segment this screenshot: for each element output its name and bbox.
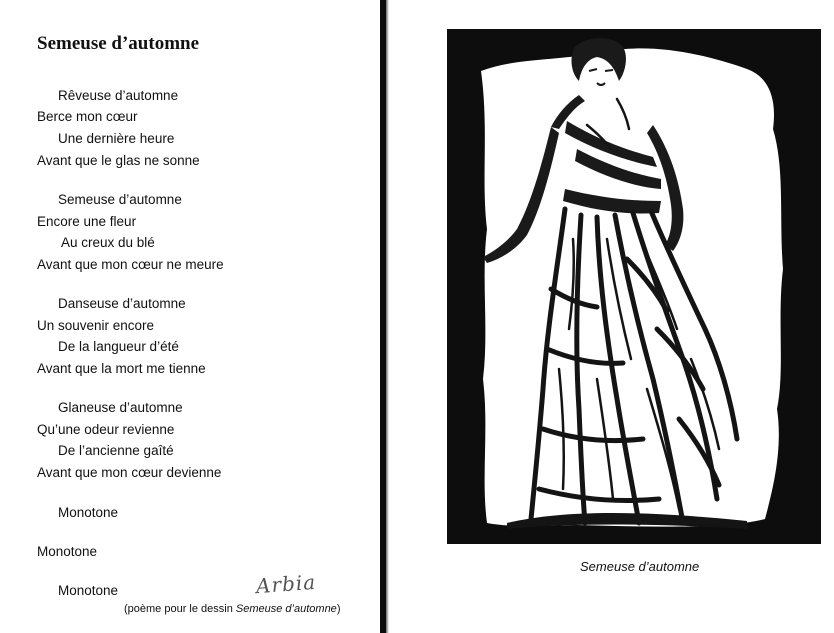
poem-line: Monotone	[37, 544, 98, 559]
poem-line: Avant que la mort me tienne	[37, 361, 206, 376]
poem-line: De l’ancienne gaîté	[58, 443, 174, 458]
poem-line: Avant que le glas ne sonne	[37, 153, 200, 168]
poem-line: Monotone	[58, 583, 119, 598]
poem-line: Rêveuse d’automne	[58, 88, 179, 103]
poem-title: Semeuse d’automne	[37, 33, 200, 54]
poem-line: Berce mon cœur	[37, 109, 138, 124]
poem-line: Semeuse d’automne	[58, 192, 182, 207]
poem-line: Une dernière heure	[58, 131, 175, 146]
sower-illustration	[447, 29, 821, 544]
note-prefix: (poème pour le dessin	[124, 603, 236, 615]
note-suffix: )	[336, 603, 341, 615]
poem-line: Un souvenir encore	[37, 318, 155, 333]
poem-line: Avant que mon cœur ne meure	[37, 257, 224, 272]
poem-line: Encore une fleur	[37, 214, 137, 229]
illustration-caption: Semeuse d’automne	[580, 559, 700, 574]
poem-line: Glaneuse d’automne	[58, 400, 183, 415]
poem-line: Avant que mon cœur devienne	[37, 465, 222, 480]
note-drawing-title: Semeuse d’automne	[235, 603, 337, 615]
poem-line: De la langueur d’été	[58, 339, 179, 354]
author-signature: Arbia	[255, 569, 317, 599]
poem-line: Au creux du blé	[61, 235, 155, 250]
poem-line: Qu’une odeur revienne	[37, 422, 175, 437]
poem-note	[124, 603, 340, 615]
poem-line: Danseuse d’automne	[58, 296, 186, 311]
poem-line: Monotone	[58, 505, 119, 520]
spine-shadow	[386, 0, 389, 633]
